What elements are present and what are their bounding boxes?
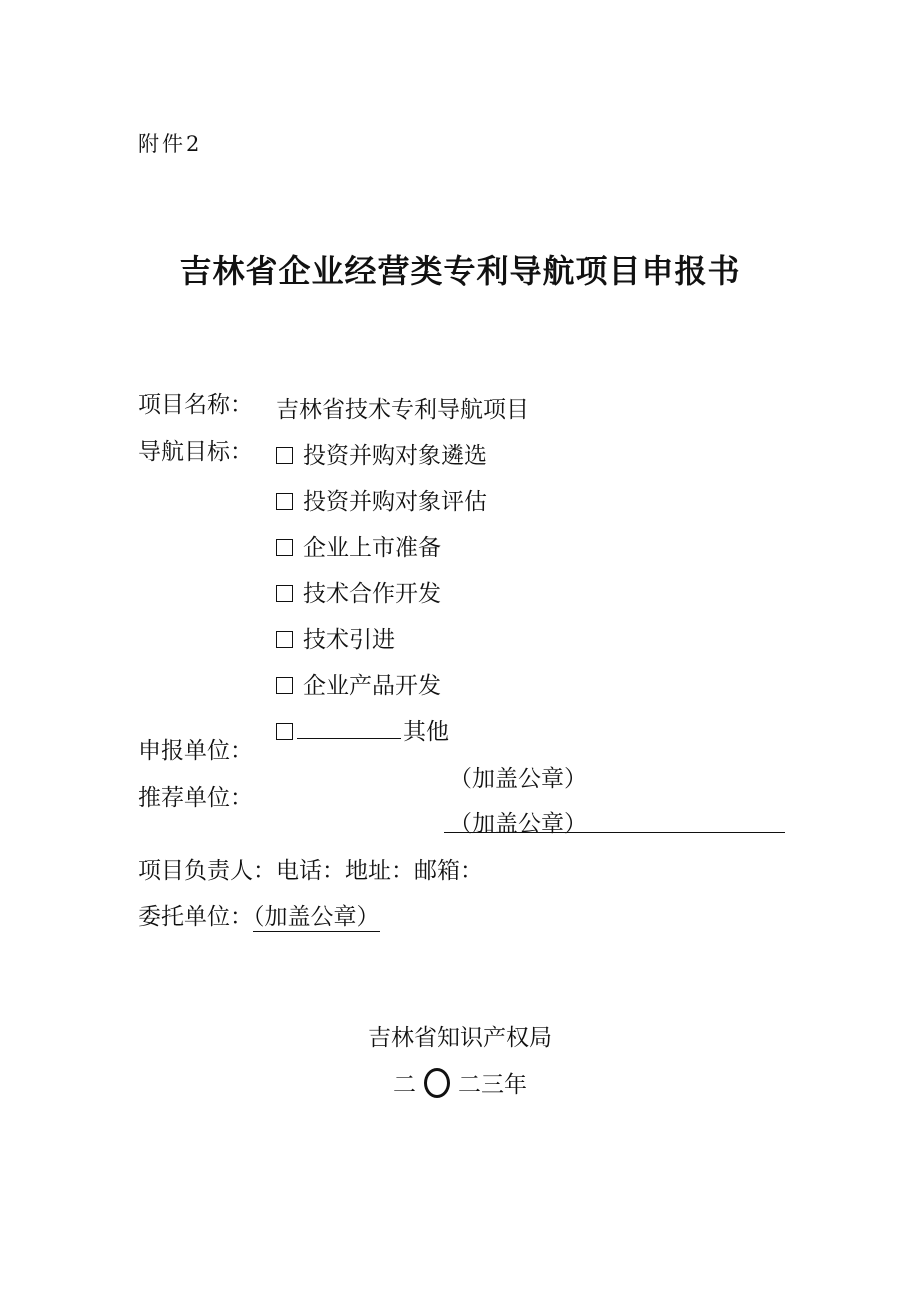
- applicant-label: 申报单位：: [138, 738, 253, 764]
- option-other[interactable]: 其他: [276, 713, 449, 746]
- option-product-development[interactable]: 企业产品开发: [276, 667, 441, 700]
- checkbox[interactable]: [276, 585, 293, 602]
- checkbox[interactable]: [276, 493, 293, 510]
- issue-year: 二 二三年: [0, 1066, 920, 1101]
- document-title: 吉林省企业经营类专利导航项目申报书: [179, 252, 741, 290]
- attachment-label: 附件2: [138, 132, 203, 156]
- entrust-row: [138, 898, 380, 931]
- checkbox[interactable]: [276, 447, 293, 464]
- contact-row: [138, 852, 483, 885]
- email-label: 邮箱：: [414, 858, 483, 884]
- option-investment-selection[interactable]: 投资并购对象遴选: [276, 437, 487, 470]
- project-name-value: 吉林省技术专利导航项目: [276, 397, 529, 423]
- option-investment-evaluation[interactable]: 投资并购对象评估: [276, 483, 487, 516]
- checkbox[interactable]: [276, 723, 293, 740]
- option-tech-introduction[interactable]: 技术引进: [276, 621, 395, 654]
- other-blank-line[interactable]: [297, 720, 401, 739]
- leader-label: 项目负责人：: [138, 858, 276, 884]
- checkbox[interactable]: [276, 631, 293, 648]
- zero-circle: [424, 1068, 450, 1098]
- project-name-label: 项目名称：: [138, 392, 253, 418]
- recommender-label: 推荐单位：: [138, 785, 253, 811]
- entrust-label: 委托单位：: [138, 904, 253, 930]
- nav-goal-label: 导航目标：: [138, 439, 253, 465]
- option-tech-cooperation[interactable]: 技术合作开发: [276, 575, 441, 608]
- checkbox[interactable]: [276, 539, 293, 556]
- option-ipo-preparation[interactable]: 企业上市准备: [276, 529, 441, 562]
- checkbox[interactable]: [276, 677, 293, 694]
- recommender-signature-line: [444, 832, 785, 833]
- recommender-seal: （加盖公章）: [449, 811, 587, 837]
- entrust-seal: （加盖公章）: [253, 904, 380, 930]
- applicant-seal: （加盖公章）: [449, 766, 587, 792]
- phone-label: 电话：: [276, 858, 345, 884]
- issuer: 吉林省知识产权局: [368, 1025, 552, 1051]
- address-label: 地址：: [345, 858, 414, 884]
